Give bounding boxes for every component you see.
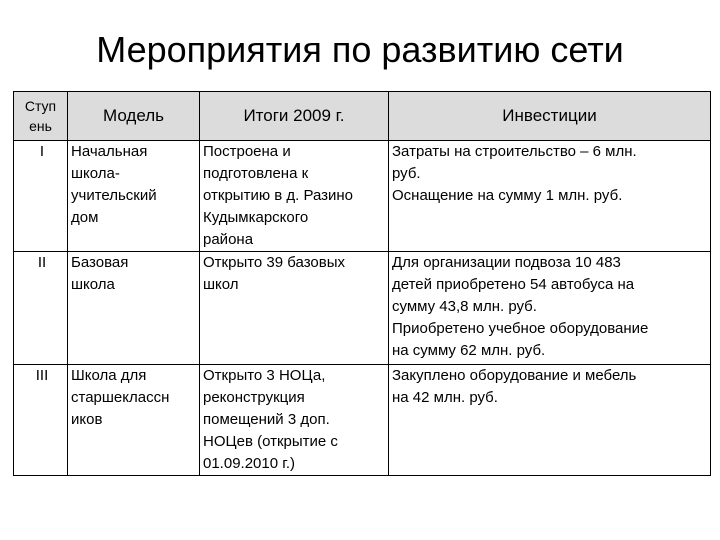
cell-line: Оснащение на сумму 1 млн. руб. [392,187,623,204]
cell-line: иков [71,411,103,428]
step-cell: II [14,252,68,365]
cell-line: Для организации подвоза 10 483 [392,254,621,271]
table-row [14,141,711,252]
cell-line: дом [71,209,99,226]
header-step-line1: Ступ [24,98,57,114]
cell-line: подготовлена к [203,165,309,182]
header-investments: Инвестиции [389,92,711,141]
development-table [13,91,711,476]
model-cell [68,365,200,476]
cell-line: на сумму 62 млн. руб. [392,342,546,359]
table-row [14,365,711,476]
results-cell [200,141,389,252]
page-title: Мероприятия по развитию сети [96,29,624,70]
cell-line: 01.09.2010 г.) [203,455,296,472]
cell-line: на 42 млн. руб. [392,389,498,406]
cell-line: Затраты на строительство – 6 млн. [392,143,637,160]
results-cell [200,365,389,476]
investments-cell [389,252,711,365]
table-header-row [14,92,711,141]
step-cell: I [14,141,68,252]
cell-line: школ [203,276,239,293]
results-cell [200,252,389,365]
cell-line: Приобретено учебное оборудование [392,320,649,337]
cell-line: детей приобретено 54 автобуса на [392,276,635,293]
cell-line: Открыто 39 базовых [203,254,346,271]
cell-line: открытию в д. Разино [203,187,354,204]
header-model: Модель [68,92,200,141]
cell-line: старшеклассн [71,389,170,406]
model-cell [68,252,200,365]
cell-line: района [203,231,254,248]
cell-line: школа [71,276,115,293]
cell-line: Начальная [71,143,148,160]
cell-line: реконструкция [203,389,305,406]
header-step-line2: ень [29,118,52,134]
cell-line: Открыто 3 НОЦа, [203,367,326,384]
header-results: Итоги 2009 г. [200,92,389,141]
cell-line: учительский [71,187,157,204]
cell-line: школа- [71,165,120,182]
investments-cell [389,365,711,476]
model-cell [68,141,200,252]
cell-line: помещений 3 доп. [203,411,330,428]
cell-line: Кудымкарского [203,209,309,226]
cell-line: НОЦев (открытие с [203,433,338,450]
cell-line: руб. [392,165,421,182]
table-row [14,252,711,365]
cell-line: сумму 43,8 млн. руб. [392,298,537,315]
cell-line: Базовая [71,254,129,271]
header-step [14,92,68,141]
step-cell: III [14,365,68,476]
cell-line: Построена и [203,143,291,160]
cell-line: Школа для [71,367,147,384]
investments-cell [389,141,711,252]
cell-line: Закуплено оборудование и мебель [392,367,637,384]
